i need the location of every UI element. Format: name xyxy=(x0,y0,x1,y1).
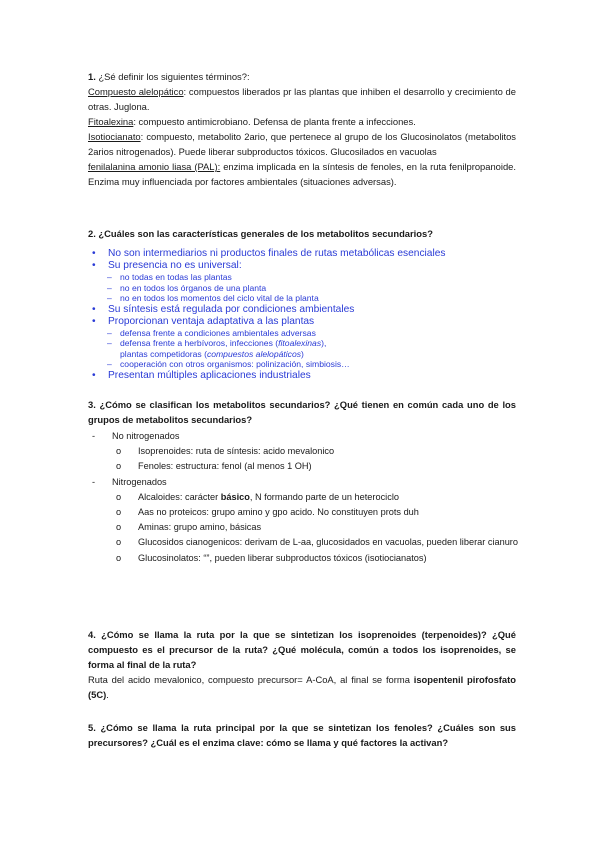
question-1-title: 1. ¿Sé definir los siguientes términos?: xyxy=(88,71,250,82)
question-2-title: 2. ¿Cuáles son las características generales de los metabolitos secundarios? xyxy=(88,228,433,239)
list-item: o Isoprenoides: ruta de síntesis: acido mevalonico xyxy=(116,446,335,457)
group-nitrogenados: - Nitrogenados xyxy=(92,476,167,487)
question-1 xyxy=(88,69,516,189)
term-alelopatico: Compuesto alelopático: compuestos liberados pr las plantas que inhiben el desarrollo y crecimiento de otras. Juglona. xyxy=(88,86,516,112)
classification-list xyxy=(88,429,518,566)
slide-sub-bullet-cont: plantas competidoras (compuestos alelopáticos) xyxy=(120,348,304,359)
list-item: o Glucosidos cianogenicos: derivam de L-aa, glucosidados en vacuolas, pueden liberar cianuro xyxy=(116,537,518,548)
list-item: o Fenoles: estructura: fenol (al menos 1 OH) xyxy=(116,461,312,472)
list-item: o Glucosinolatos: “”, pueden liberar subproductos tóxicos (isotiocianatos) xyxy=(116,552,427,563)
slide-bullet: • Proporcionan ventaja adaptativa a las plantas xyxy=(92,316,512,328)
characteristics-slide xyxy=(92,248,512,382)
slide-sub-bullet: – defensa frente a condiciones ambientales adversas xyxy=(107,327,316,338)
list-item: o Aas no proteicos: grupo amino y gpo acido. No constituyen prots duh xyxy=(116,507,419,518)
question-3-title: 3. ¿Cómo se clasifican los metabolitos secundarios? ¿Qué tienen en común cada uno de los grupos de metabolitos secundarios? xyxy=(88,399,516,425)
term-fitoalexina: Fitoalexina: compuesto antimicrobiano. Defensa de planta frente a infecciones. xyxy=(88,116,416,127)
slide-sub-bullet: – no en todos los momentos del ciclo vital de la planta xyxy=(107,293,319,303)
question-5-title: 5. ¿Cómo se llama la ruta principal por la que se sintetizan los fenoles? ¿Cuáles son sus precursores? ¿Cuál es el enzima clave: cómo se llama y qué factores la activan? xyxy=(88,722,516,748)
list-item: o Alcaloides: carácter básico, N formando parte de un heterociclo xyxy=(116,491,399,502)
slide-sub-bullet: – no todas en todas las plantas xyxy=(107,272,232,282)
slide-sub-bullet: – defensa frente a herbívoros, infecciones (fitoalexinas), xyxy=(107,338,327,348)
term-pal: fenilalanina amonio liasa (PAL): enzima implicada en la síntesis de fenoles, en la ruta fenilpropanoide. Enzima muy influenciada por factores ambientales (situaciones adversas). xyxy=(88,161,517,187)
slide-sub-bullet: – cooperación con otros organismos: polinización, simbiosis… xyxy=(107,359,350,369)
slide-bullet: • Presentan múltiples aplicaciones industriales xyxy=(92,370,512,382)
question-4-answer: Ruta del acido mevalonico, compuesto precursor= A-CoA, al final se forma isopentenil pirofosfato (5C). xyxy=(88,674,516,700)
slide-bullet: • Su síntesis está regulada por condiciones ambientales xyxy=(92,304,512,316)
group-no-nitrogenados: - No nitrogenados xyxy=(92,431,180,441)
term-isotiocianato: Isotiocianato: compuesto, metabolito 2ario, que pertenece al grupo de los Glucosinolatos (metabolitos 2arios nitrogenados). Puede liberar subproductos tóxicos. Glucosilados en vacuolas xyxy=(88,131,516,157)
question-4 xyxy=(88,627,516,702)
slide-bullet: • Su presencia no es universal: xyxy=(92,260,512,272)
question-4-title: 4. ¿Cómo se llama la ruta por la que se sintetizan los isoprenoides (terpenoides)? ¿Qué compuesto es el precursor de la ruta? ¿Qué molécula, común a todos los isoprenoides, se forma al final de la ruta? xyxy=(88,629,516,670)
slide-bullet: • No son intermediarios ni productos finales de rutas metabólicas esenciales xyxy=(92,248,512,260)
slide-sub-bullet: – no en todos los órganos de una planta xyxy=(107,282,267,293)
list-item: o Aminas: grupo amino, básicas xyxy=(116,522,262,533)
